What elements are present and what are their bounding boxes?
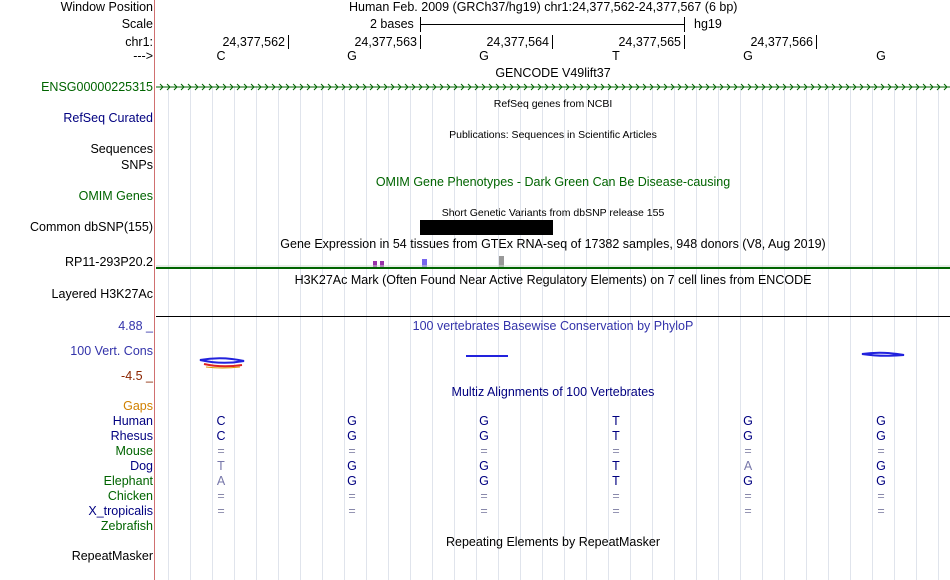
alignment-base: G <box>347 414 357 428</box>
position-label: 24,377,562 <box>222 35 285 49</box>
position-label: 24,377,566 <box>750 35 813 49</box>
position-tick <box>816 35 817 49</box>
dbsnp-variant-bar[interactable] <box>420 220 553 235</box>
alignment-base: T <box>612 414 620 428</box>
species-label-human[interactable]: Human <box>112 414 153 428</box>
assembly-label: hg19 <box>694 17 722 31</box>
position-tick <box>684 35 685 49</box>
position-tick <box>420 35 421 49</box>
gtex-gene-label[interactable]: RP11-293P20.2 <box>64 255 153 269</box>
alignment-base: = <box>217 489 225 503</box>
alignment-base: G <box>876 414 886 428</box>
snps-label[interactable]: SNPs <box>121 158 153 172</box>
multiz-track-title: Multiz Alignments of 100 Vertebrates <box>451 385 655 399</box>
scale-label: Scale <box>121 17 153 31</box>
label-column-divider <box>154 0 155 580</box>
alignment-base: C <box>216 414 226 428</box>
alignment-base: T <box>217 459 225 473</box>
gtex-track-title: Gene Expression in 54 tissues from GTEx RNA-seq of 17382 samples, 948 donors (V8, Aug 2019) <box>280 237 826 251</box>
alignment-base: T <box>612 474 620 488</box>
strand-label: ---> <box>133 49 153 63</box>
alignment-base: G <box>347 429 357 443</box>
sequences-label[interactable]: Sequences <box>90 142 153 156</box>
sequence-base: T <box>612 49 620 63</box>
cons-max-label: 4.88 _ <box>118 319 153 333</box>
gencode-gene-label[interactable]: ENSG00000225315 <box>41 80 153 94</box>
alignment-base: = <box>217 504 225 518</box>
alignment-base: = <box>744 489 752 503</box>
alignment-base: G <box>743 414 753 428</box>
h3k27ac-track-title: H3K27Ac Mark (Often Found Near Active Regulatory Elements) on 7 cell lines from ENCODE <box>294 273 812 287</box>
alignment-base: G <box>347 459 357 473</box>
alignment-base: T <box>612 429 620 443</box>
alignment-base: A <box>743 459 753 473</box>
alignment-base: = <box>744 504 752 518</box>
repeatmasker-track-title: Repeating Elements by RepeatMasker <box>445 535 660 549</box>
sequence-base: G <box>876 49 886 63</box>
alignment-base: G <box>479 474 489 488</box>
species-label-zebrafish[interactable]: Zebrafish <box>100 519 153 533</box>
window-position-label: Window Position <box>60 0 153 14</box>
species-label-x_tropicalis[interactable]: X_tropicalis <box>88 504 153 518</box>
alignment-base: T <box>612 459 620 473</box>
h3k27ac-baseline <box>156 316 950 317</box>
alignment-base: G <box>479 459 489 473</box>
sequence-base: G <box>479 49 489 63</box>
layered-h3k27ac-label[interactable]: Layered H3K27Ac <box>51 287 153 301</box>
alignment-base: G <box>876 459 886 473</box>
alignment-base: = <box>348 504 356 518</box>
alignment-base: G <box>479 414 489 428</box>
alignment-base: A <box>216 474 226 488</box>
alignment-base: G <box>876 474 886 488</box>
alignment-base: C <box>216 429 226 443</box>
alignment-base: = <box>348 444 356 458</box>
gaps-label: Gaps <box>123 399 153 413</box>
position-tick <box>552 35 553 49</box>
position-tick <box>288 35 289 49</box>
cons-track-label[interactable]: 100 Vert. Cons <box>70 344 153 358</box>
alignment-base: = <box>612 504 620 518</box>
repeatmasker-label[interactable]: RepeatMasker <box>71 549 153 563</box>
omim-track-title: OMIM Gene Phenotypes - Dark Green Can Be Disease-causing <box>375 175 731 189</box>
dbsnp-track-title: Short Genetic Variants from dbSNP release 155 <box>441 207 665 219</box>
gtex-expression-graph[interactable] <box>156 254 950 270</box>
alignment-base: = <box>348 489 356 503</box>
cons-track-title: 100 vertebrates Basewise Conservation by PhyloP <box>412 319 694 333</box>
alignment-base: G <box>743 474 753 488</box>
species-label-elephant[interactable]: Elephant <box>103 474 153 488</box>
alignment-base: = <box>480 489 488 503</box>
alignment-base: = <box>480 444 488 458</box>
scale-value: 2 bases <box>370 17 414 31</box>
alignment-base: G <box>479 429 489 443</box>
alignment-base: = <box>612 444 620 458</box>
alignment-base: = <box>744 444 752 458</box>
alignment-base: = <box>480 504 488 518</box>
sequence-base: G <box>743 49 753 63</box>
species-label-mouse[interactable]: Mouse <box>115 444 153 458</box>
position-label: 24,377,564 <box>486 35 549 49</box>
alignment-base: G <box>876 429 886 443</box>
window-position-value: Human Feb. 2009 (GRCh37/hg19) chr1:24,377,562-24,377,567 (6 bp) <box>349 0 738 14</box>
alignment-base: G <box>347 474 357 488</box>
scale-bar-right-tick <box>684 17 685 32</box>
position-label: 24,377,563 <box>354 35 417 49</box>
alignment-base: = <box>612 489 620 503</box>
alignment-base: G <box>743 429 753 443</box>
scale-bar-left-tick <box>420 17 421 32</box>
refseq-curated-label[interactable]: RefSeq Curated <box>63 111 153 125</box>
scale-bar <box>420 24 684 25</box>
species-label-chicken[interactable]: Chicken <box>107 489 153 503</box>
alignment-base: = <box>217 444 225 458</box>
chrom-label: chr1: <box>125 35 153 49</box>
common-dbsnp-label[interactable]: Common dbSNP(155) <box>30 220 153 234</box>
sequence-base: G <box>347 49 357 63</box>
species-label-dog[interactable]: Dog <box>130 459 153 473</box>
alignment-base: = <box>877 444 885 458</box>
refseq-track-title: RefSeq genes from NCBI <box>493 98 613 110</box>
publications-track-title: Publications: Sequences in Scientific Articles <box>449 129 657 141</box>
gencode-gene-feature[interactable] <box>156 81 950 93</box>
gencode-track-title: GENCODE V49lift37 <box>495 66 611 80</box>
cons-wiggle[interactable] <box>156 350 950 374</box>
position-label: 24,377,565 <box>618 35 681 49</box>
alignment-base: = <box>877 489 885 503</box>
omim-genes-label[interactable]: OMIM Genes <box>78 189 153 203</box>
sequence-base: C <box>216 49 226 63</box>
cons-min-label: -4.5 _ <box>121 369 153 383</box>
species-label-rhesus[interactable]: Rhesus <box>110 429 153 443</box>
alignment-base: = <box>877 504 885 518</box>
